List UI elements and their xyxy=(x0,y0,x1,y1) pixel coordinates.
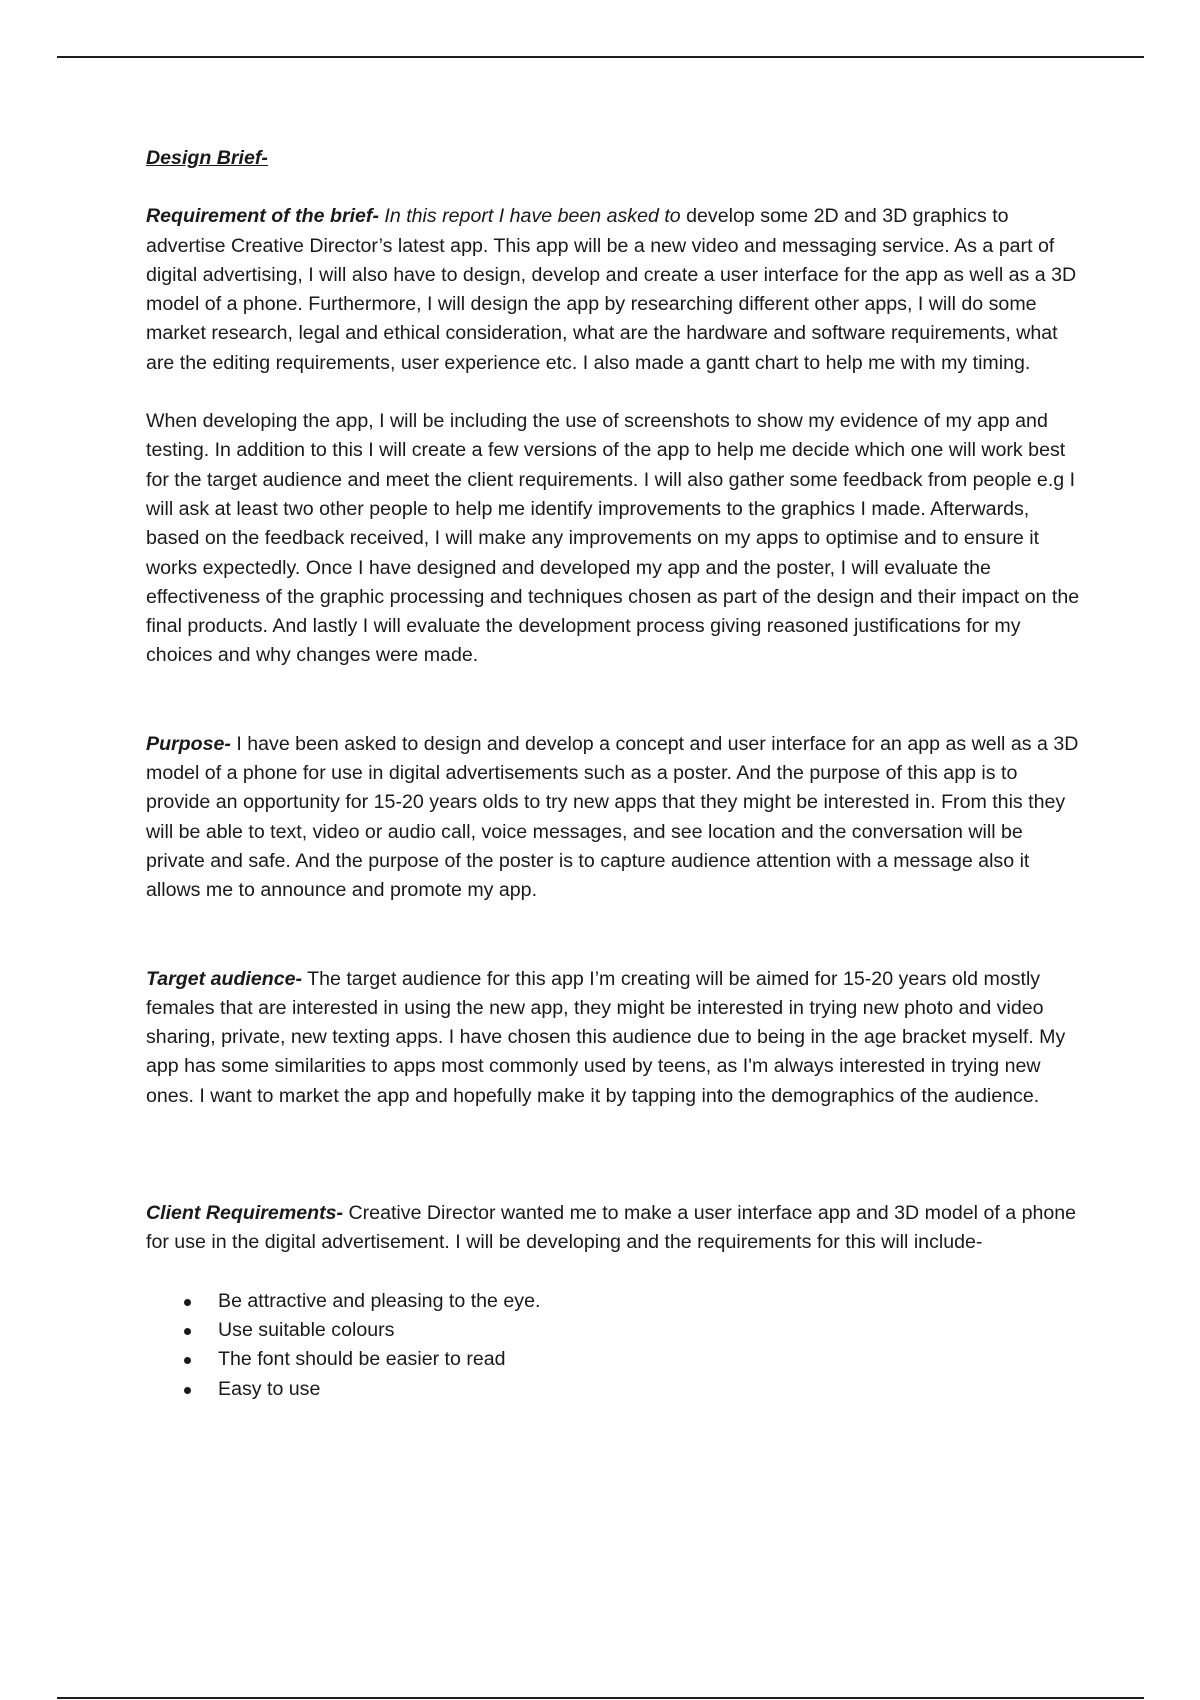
list-item-text: Be attractive and pleasing to the eye. xyxy=(218,1289,541,1312)
target-audience-paragraph xyxy=(146,965,1086,1111)
target-audience-text: The target audience for this app I’m creating will be aimed for 15-20 years old mostly females that are interested in using the new app, they might be interested in trying new photo and video sharing, private, new texting apps. I have chosen this audience due to being in the age bracket myself. My app has some similarities to apps most commonly used by teens, as I'm always interested in trying new ones. I want to market the app and hopefully make it by tapping into the demographics of the audience. xyxy=(146,967,1066,1107)
bullet-icon xyxy=(184,1328,191,1335)
requirements-list xyxy=(146,1287,1086,1404)
top-divider xyxy=(57,56,1144,58)
bullet-icon xyxy=(184,1357,191,1364)
list-item-text: The font should be easier to read xyxy=(218,1348,506,1371)
bottom-divider xyxy=(57,1697,1144,1699)
requirement-paragraph xyxy=(146,202,1086,378)
client-requirements-paragraph xyxy=(146,1199,1086,1258)
requirement-intro: In this report I have been asked to xyxy=(378,205,681,228)
document-body xyxy=(146,144,1086,1404)
list-item xyxy=(146,1287,1086,1316)
bullet-icon xyxy=(184,1299,191,1306)
document-title: Design Brief- xyxy=(146,147,268,169)
bullet-icon xyxy=(184,1387,191,1394)
list-item xyxy=(146,1316,1086,1345)
purpose-paragraph xyxy=(146,730,1086,906)
list-item xyxy=(146,1375,1086,1404)
purpose-text: I have been asked to design and develop a concept and user interface for an app as well as a 3D model of a phone for use in digital advertisements such as a poster. And the purpose of this app is to provide an opportunity for 15-20 years olds to try new apps that they might be interested in. From this they will be able to text, video or audio call, voice messages, and see location and the conversation will be private and safe. And the purpose of the poster is to capture audience attention with a message also it allows me to announce and promote my app. xyxy=(146,732,1079,902)
purpose-heading: Purpose- xyxy=(146,732,231,755)
requirement-text: develop some 2D and 3D graphics to advertise Creative Director’s latest app. This app will be a new video and messaging service. As a part of digital advertising, I will also have to design, develop and create a user interface for the app as well as a 3D model of a phone. Furthermore, I will design the app by researching different other apps, I will do some market research, legal and ethical consideration, what are the hardware and software requirements, what are the editing requirements, user experience etc. I also made a gantt chart to help me with my timing. xyxy=(146,205,1077,374)
development-paragraph: When developing the app, I will be including the use of screenshots to show my evidence of my app and testing. In addition to this I will create a few versions of the app to help me decide which one will work best for the target audience and meet the client requirements. I will also gather some feedback from people e.g I will ask at least two other people to help me identify improvements to the graphics I made. Afterwards, based on the feedback received, I will make any improvements on my apps to optimise and to ensure it works expectedly. Once I have designed and developed my app and the poster, I will evaluate the effectiveness of the graphic processing and techniques chosen as part of the design and their impact on the final products. And lastly I will evaluate the development process giving reasoned justifications for my choices and why changes were made. xyxy=(146,410,1080,667)
list-item xyxy=(146,1345,1086,1374)
requirement-heading: Requirement of the brief- xyxy=(146,205,379,228)
client-requirements-text: Creative Director wanted me to make a user interface app and 3D model of a phone for use in the digital advertisement. I will be developing and the requirements for this will include- xyxy=(146,1202,1077,1254)
client-requirements-heading: Client Requirements- xyxy=(146,1202,344,1225)
list-item-text: Easy to use xyxy=(218,1377,321,1400)
list-item-text: Use suitable colours xyxy=(218,1318,395,1341)
target-audience-heading: Target audience- xyxy=(146,967,303,990)
